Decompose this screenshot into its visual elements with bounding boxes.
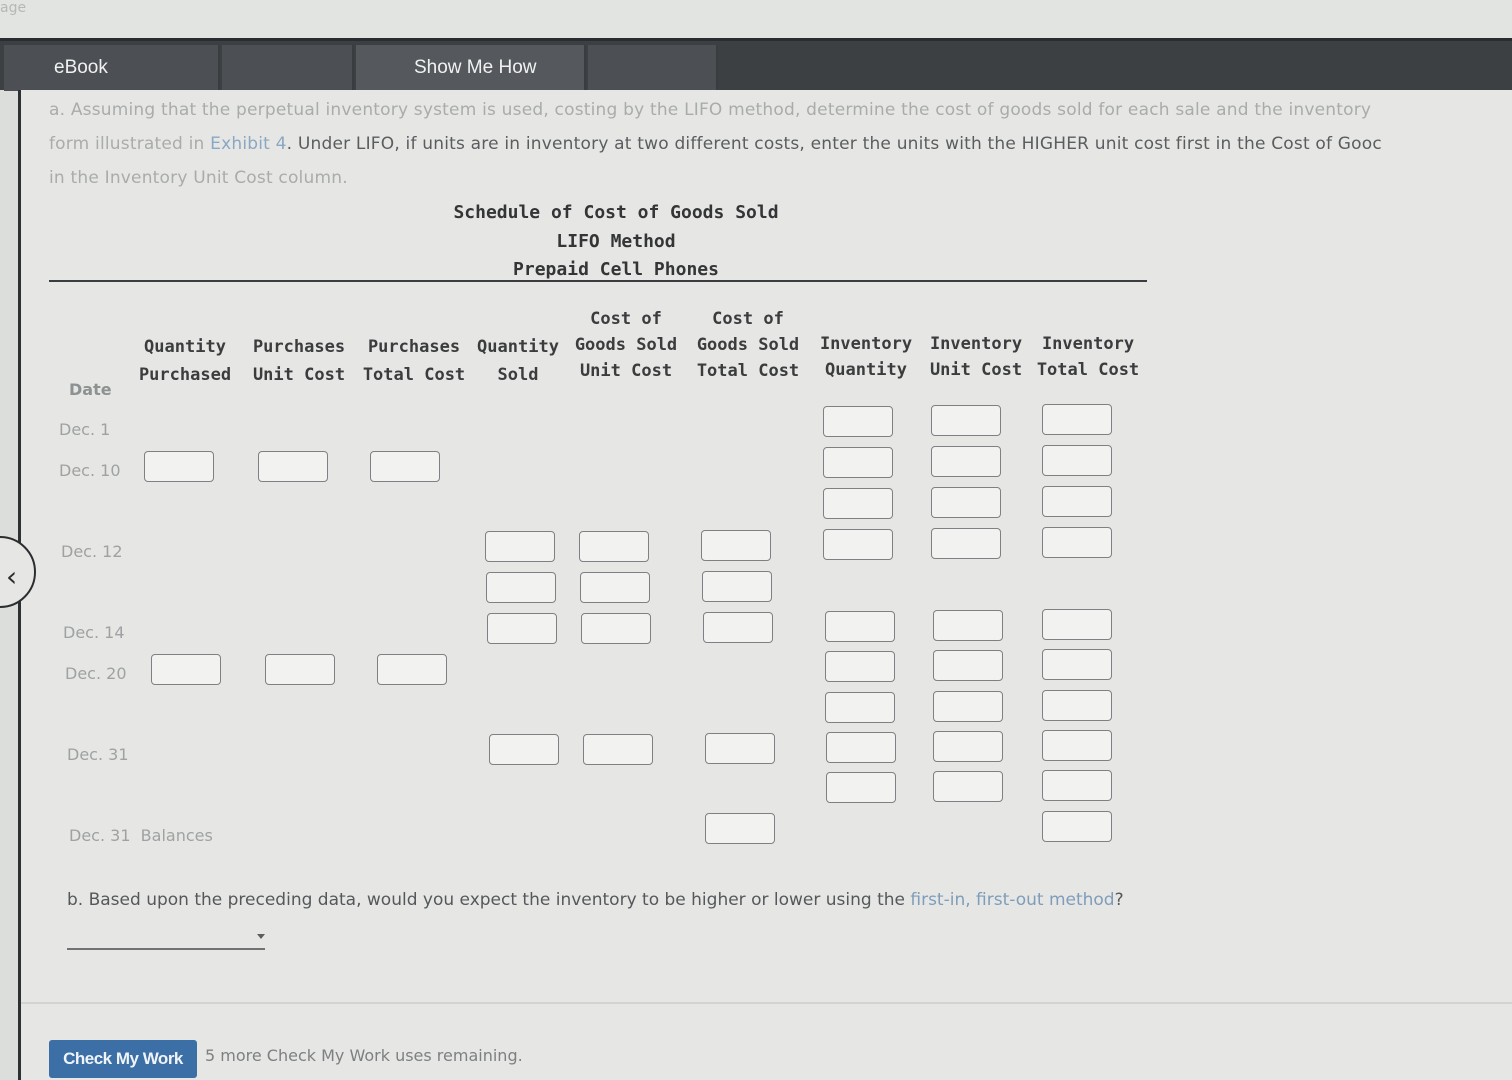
input-dec31-qty-sold[interactable] — [489, 734, 559, 765]
input-dec14-inv-unit-cost[interactable] — [933, 610, 1003, 641]
header-line: Goods Sold — [696, 335, 800, 355]
dropdown-arrow-icon[interactable] — [257, 934, 265, 939]
uses-remaining-text: 5 more Check My Work uses remaining. — [205, 1046, 523, 1065]
header-line: Total Cost — [1036, 360, 1140, 380]
header-line: Unit Cost — [929, 360, 1023, 380]
input-dec20-inv-qty-2[interactable] — [825, 692, 895, 723]
input-dec31-inv-qty-2[interactable] — [826, 772, 896, 803]
input-dec31-inv-total-cost-1[interactable] — [1042, 730, 1112, 761]
tab-strip — [0, 38, 1512, 90]
part-b-text-end: ? — [1114, 890, 1124, 910]
part-b-question — [67, 890, 1124, 910]
fifo-link[interactable]: first-in, first-out method — [910, 890, 1115, 910]
footer-divider — [21, 1002, 1512, 1004]
header-line: Purchased — [138, 365, 232, 385]
header-inv-quantity — [811, 334, 921, 380]
balances-label: Balances — [140, 826, 213, 845]
input-dec12-inv-unit-cost[interactable] — [931, 528, 1001, 559]
input-dec31-inv-unit-cost-2[interactable] — [933, 771, 1003, 802]
higher-lower-dropdown[interactable] — [67, 928, 265, 950]
schedule-method: LIFO Method — [556, 231, 676, 252]
header-line: Quantity — [144, 337, 226, 357]
header-line: Unit Cost — [252, 365, 346, 385]
input-dec20-inv-unit-cost-1[interactable] — [933, 650, 1003, 681]
header-purch-unit-cost — [247, 337, 351, 385]
browser-top-bar — [0, 0, 1512, 38]
part-b-text: b. Based upon the preceding data, would you expect the inventory to be higher or lower using the — [67, 890, 911, 910]
header-line: Total Cost — [362, 365, 466, 385]
input-dec20-inv-total-cost-1[interactable] — [1042, 649, 1112, 680]
schedule-title: Schedule of Cost of Goods Sold — [453, 202, 779, 223]
input-dec20-inv-total-cost-2[interactable] — [1042, 690, 1112, 721]
input-dec31-cogs-unit-cost[interactable] — [583, 734, 653, 765]
check-my-work-button[interactable]: Check My Work — [49, 1040, 197, 1078]
input-dec10-purch-unit-cost[interactable] — [258, 451, 328, 482]
input-dec20-inv-unit-cost-2[interactable] — [933, 691, 1003, 722]
page-corner-text: age — [0, 0, 27, 16]
input-dec14-cogs-unit-cost[interactable] — [581, 613, 651, 644]
row-label-dec-31-balances — [69, 826, 213, 845]
input-dec1-inv-qty[interactable] — [823, 406, 893, 437]
input-dec12-inv-qty[interactable] — [823, 529, 893, 560]
instruction-line-1 — [49, 100, 1371, 120]
header-line: Cost of — [712, 309, 784, 329]
row-label-dec-12: Dec. 12 — [61, 542, 123, 561]
input-dec10-inv-unit-cost-1[interactable] — [931, 446, 1001, 477]
schedule-company: Prepaid Cell Phones — [513, 259, 719, 280]
row-label-dec-31: Dec. 31 — [67, 745, 129, 764]
header-line: Unit Cost — [579, 361, 673, 381]
instruction-line-2 — [49, 134, 1382, 154]
chevron-left-icon: ‹ — [6, 560, 18, 593]
row-label-dec-14: Dec. 14 — [63, 623, 125, 642]
header-purch-total-cost — [359, 337, 469, 385]
input-dec12-cogs-unit-cost-1[interactable] — [579, 531, 649, 562]
input-dec1-inv-unit-cost[interactable] — [931, 405, 1001, 436]
input-dec12-cogs-total-cost-1[interactable] — [701, 530, 771, 561]
instruction-line-3: in the Inventory Unit Cost column. — [49, 168, 348, 188]
header-line: Total Cost — [696, 361, 800, 381]
tab-show-me-how[interactable]: Show Me How — [356, 45, 586, 91]
input-dec1-inv-total-cost[interactable] — [1042, 404, 1112, 435]
instruction-text: a. Assuming that the perpetual inventory system is used, costing by the LIFO method, determine the cost of goods sold for each sale and the inventory — [49, 100, 1372, 120]
header-line: Inventory — [1041, 334, 1135, 354]
row-label-dec-10: Dec. 10 — [59, 461, 121, 480]
input-dec31-cogs-total-cost[interactable] — [705, 733, 775, 764]
header-date: Date — [69, 380, 112, 399]
header-line: Quantity — [477, 337, 559, 357]
input-dec20-qty-purchased[interactable] — [151, 654, 221, 685]
row-label-dec-1: Dec. 1 — [59, 420, 111, 439]
header-line: Sold — [497, 365, 539, 385]
header-inv-total-cost — [1031, 334, 1145, 380]
row-label-dec-20: Dec. 20 — [65, 664, 127, 683]
input-dec14-qty-sold[interactable] — [487, 613, 557, 644]
input-dec31-inv-unit-cost-1[interactable] — [933, 731, 1003, 762]
input-dec12-inv-total-cost[interactable] — [1042, 527, 1112, 558]
input-dec10-inv-qty-2[interactable] — [823, 488, 893, 519]
input-dec10-inv-qty-1[interactable] — [823, 447, 893, 478]
input-dec12-qty-sold-2[interactable] — [486, 572, 556, 603]
exhibit-link[interactable]: Exhibit 4 — [210, 134, 287, 154]
input-dec14-inv-total-cost[interactable] — [1042, 609, 1112, 640]
input-dec14-cogs-total-cost[interactable] — [703, 612, 773, 643]
header-line: Cost of — [590, 309, 662, 329]
input-balance-inv-total[interactable] — [1042, 811, 1112, 842]
input-dec20-inv-qty-1[interactable] — [825, 651, 895, 682]
input-dec20-purch-total-cost[interactable] — [377, 654, 447, 685]
input-dec12-cogs-unit-cost-2[interactable] — [580, 572, 650, 603]
schedule-divider — [49, 280, 1147, 282]
problem-content — [18, 90, 1512, 1080]
header-qty-sold — [471, 337, 565, 385]
header-line: Purchases — [252, 337, 346, 357]
input-dec20-purch-unit-cost[interactable] — [265, 654, 335, 685]
header-line: Goods Sold — [574, 335, 678, 355]
input-dec31-inv-total-cost-2[interactable] — [1042, 770, 1112, 801]
input-dec10-inv-total-cost-2[interactable] — [1042, 486, 1112, 517]
header-line: Purchases — [367, 337, 461, 357]
input-dec14-inv-qty[interactable] — [825, 611, 895, 642]
input-dec10-qty-purchased[interactable] — [144, 451, 214, 482]
header-qty-purchased — [133, 337, 237, 385]
input-dec10-purch-total-cost[interactable] — [370, 451, 440, 482]
balances-date: Dec. 31 — [69, 826, 131, 845]
instruction-text-pre: form illustrated in — [49, 134, 211, 154]
input-dec31-inv-qty-1[interactable] — [826, 732, 896, 763]
header-inv-unit-cost — [923, 334, 1029, 380]
tab-blank-2[interactable] — [588, 45, 718, 91]
header-cogs-total-cost — [689, 309, 807, 381]
tab-blank[interactable] — [222, 45, 354, 91]
input-balance-cogs-total[interactable] — [705, 813, 775, 844]
instruction-text-post: . Under LIFO, if units are in inventory at two different costs, enter the units with the HIGHER unit cost first in the Cost of Gooc — [286, 134, 1382, 154]
header-cogs-unit-cost — [567, 309, 685, 381]
input-dec12-cogs-total-cost-2[interactable] — [702, 571, 772, 602]
header-line: Quantity — [825, 360, 907, 380]
input-dec10-inv-unit-cost-2[interactable] — [931, 487, 1001, 518]
tab-ebook[interactable]: eBook — [4, 45, 220, 91]
header-line: Inventory — [819, 334, 913, 354]
input-dec12-qty-sold-1[interactable] — [485, 531, 555, 562]
input-dec10-inv-total-cost-1[interactable] — [1042, 445, 1112, 476]
header-line: Inventory — [929, 334, 1023, 354]
